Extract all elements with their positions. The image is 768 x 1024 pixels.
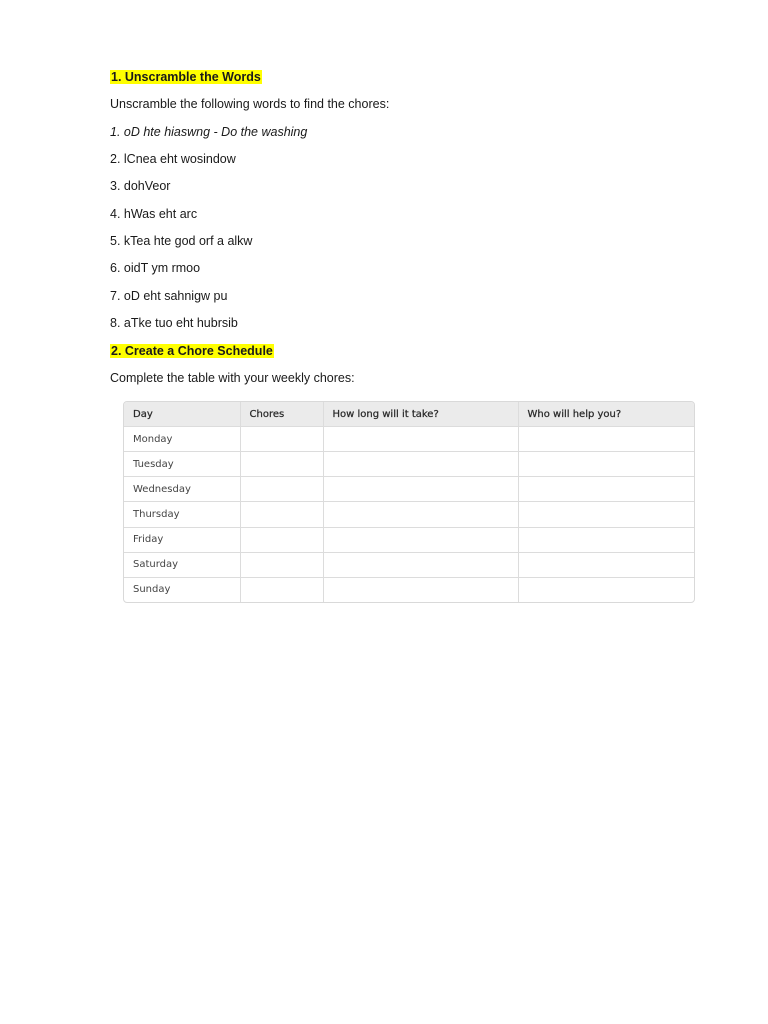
table-row	[124, 552, 694, 577]
duration-cell[interactable]	[323, 427, 518, 452]
helper-cell[interactable]	[518, 552, 694, 577]
duration-cell[interactable]	[323, 577, 518, 602]
table-row	[124, 527, 694, 552]
day-cell: Tuesday	[124, 452, 240, 477]
header-day: Day	[124, 402, 240, 427]
day-cell: Saturday	[124, 552, 240, 577]
table-row	[124, 452, 694, 477]
day-cell: Wednesday	[124, 477, 240, 502]
scramble-item-8: 8. aTke tuo eht hubrsib	[110, 316, 238, 330]
day-cell: Friday	[124, 527, 240, 552]
header-chores: Chores	[240, 402, 323, 427]
chores-cell[interactable]	[240, 427, 323, 452]
chores-cell[interactable]	[240, 477, 323, 502]
header-duration: How long will it take?	[323, 402, 518, 427]
helper-cell[interactable]	[518, 452, 694, 477]
table-row	[124, 427, 694, 452]
chores-cell[interactable]	[240, 552, 323, 577]
section1-instruction: Unscramble the following words to find the chores:	[110, 97, 390, 111]
chores-cell[interactable]	[240, 502, 323, 527]
helper-cell[interactable]	[518, 502, 694, 527]
helper-cell[interactable]	[518, 577, 694, 602]
table-row	[124, 502, 694, 527]
duration-cell[interactable]	[323, 452, 518, 477]
table-row	[124, 577, 694, 602]
section2-heading: 2. Create a Chore Schedule	[111, 344, 273, 358]
helper-cell[interactable]	[518, 427, 694, 452]
helper-cell[interactable]	[518, 527, 694, 552]
scramble-item-4: 4. hWas eht arc	[110, 207, 198, 221]
section1-heading: 1. Unscramble the Words	[111, 70, 261, 84]
table-row	[124, 477, 694, 502]
duration-cell[interactable]	[323, 527, 518, 552]
day-cell: Thursday	[124, 502, 240, 527]
scramble-item-6: 6. oidT ym rmoo	[110, 261, 201, 275]
header-helper: Who will help you?	[518, 402, 694, 427]
section2-heading-line	[110, 343, 274, 359]
day-cell: Monday	[124, 427, 240, 452]
chores-cell[interactable]	[240, 452, 323, 477]
chores-cell[interactable]	[240, 577, 323, 602]
helper-cell[interactable]	[518, 477, 694, 502]
chore-schedule-table	[123, 401, 695, 603]
duration-cell[interactable]	[323, 552, 518, 577]
scramble-item-7: 7. oD eht sahnigw pu	[110, 289, 228, 303]
duration-cell[interactable]	[323, 477, 518, 502]
table-header-row	[124, 402, 694, 427]
scramble-item-3: 3. dohVeor	[110, 179, 171, 193]
scramble-item-2: 2. lCnea eht wosindow	[110, 152, 236, 166]
section1-heading-line	[110, 69, 262, 85]
chores-cell[interactable]	[240, 527, 323, 552]
section2-instruction: Complete the table with your weekly chores:	[110, 371, 355, 385]
day-cell: Sunday	[124, 577, 240, 602]
example-item: 1. oD hte hiaswng - Do the washing	[110, 125, 308, 139]
duration-cell[interactable]	[323, 502, 518, 527]
scramble-item-5: 5. kTea hte god orf a alkw	[110, 234, 253, 248]
